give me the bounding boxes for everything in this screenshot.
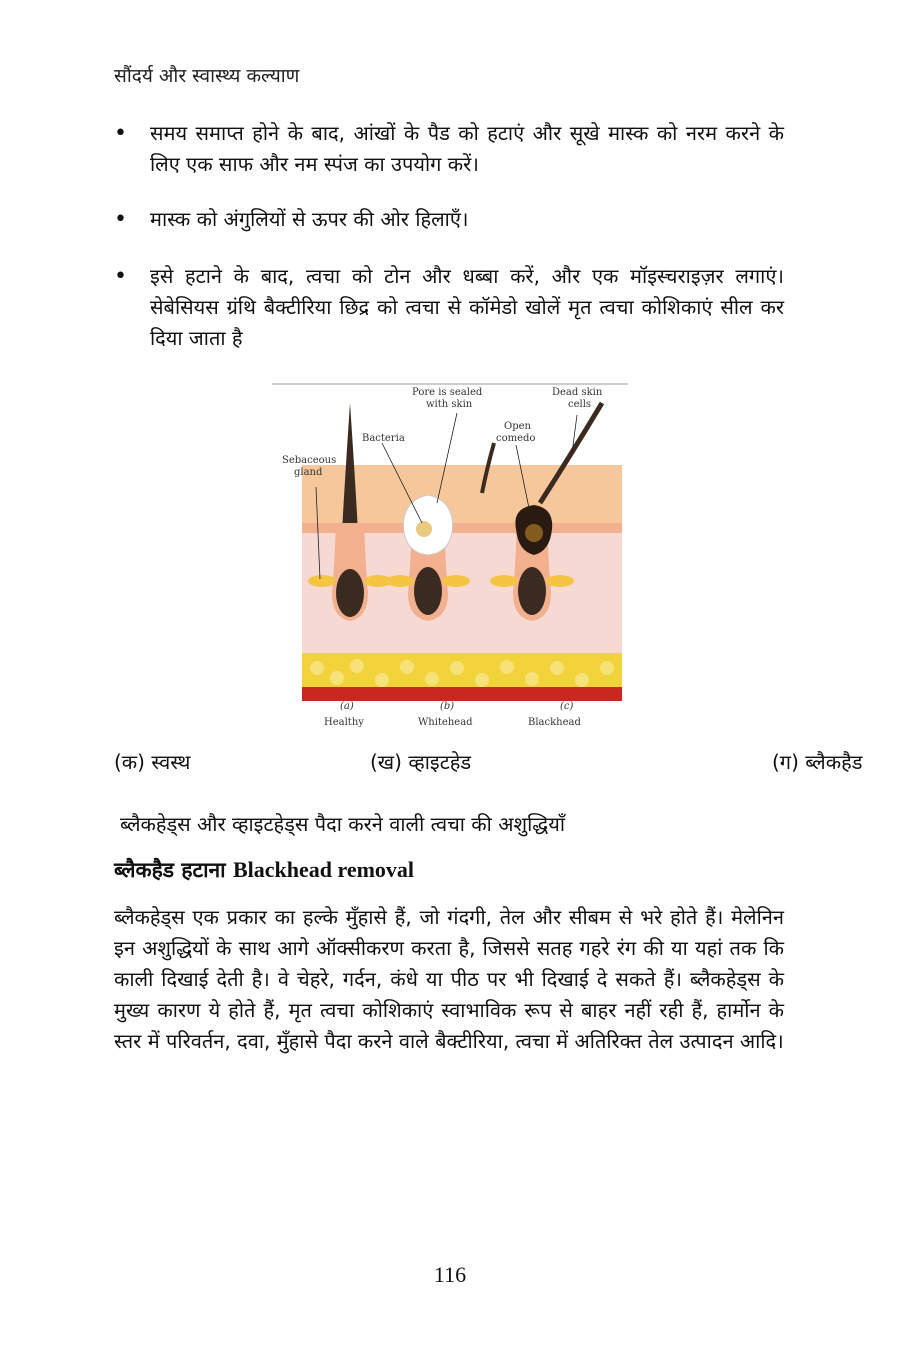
panel-name-whitehead: Whitehead (418, 717, 473, 728)
bullet-icon: • (114, 264, 127, 289)
bullet-text: इसे हटाने के बाद, त्वचा को टोन और धब्बा करें, और एक मॉइस्चराइज़र लगाएं। सेबेसियस ग्रंथि बैक्टीरिया छिद्र को त्वचा से कॉमेडो खोलें मृत त्वचा कोशिकाएं सील कर दिया जाता है (150, 264, 784, 350)
page-number: 116 (433, 1262, 467, 1287)
bullet-item (114, 204, 784, 235)
bullet-text: मास्क को अंगुलियों से ऊपर की ओर हिलाएँ। (150, 207, 469, 231)
bullet-text: समय समाप्त होने के बाद, आंखों के पैड को हटाएं और सूखे मास्क को नरम करने के लिए एक साफ और नम स्पंज का उपयोग करें। (150, 121, 784, 176)
label-cells: cells (568, 399, 592, 410)
section-heading (114, 856, 414, 884)
label-gland: gland (294, 467, 323, 478)
panel-name-blackhead: Blackhead (528, 717, 581, 728)
label-with-skin: with skin (426, 399, 473, 410)
label-bacteria: Bacteria (362, 433, 405, 444)
label-comedo: comedo (496, 433, 536, 444)
muscle-layer (302, 687, 622, 701)
label-dead-skin: Dead skin (552, 387, 603, 398)
label-pore-sealed: Pore is sealed (412, 387, 483, 398)
panel-letter-c: (c) (560, 701, 574, 712)
bullet-item (114, 118, 784, 180)
bullet-item (114, 261, 784, 354)
panel-letter-b: (b) (440, 701, 455, 712)
panel-letter-a: (a) (340, 701, 354, 712)
label-sebaceous: Sebaceous (282, 455, 337, 466)
panel-name-healthy: Healthy (324, 717, 364, 728)
bullet-icon: • (114, 207, 127, 232)
section-heading-hindi: ब्लैकहैड हटाना (114, 858, 226, 882)
bullet-icon: • (114, 121, 127, 146)
caption-blackhead: (ग) ब्लैकहैड (772, 750, 863, 774)
caption-healthy: (क) स्वस्थ (114, 750, 191, 774)
body-paragraph: ब्लैकहेड्स एक प्रकार का हल्के मुँहासे हैं, जो गंदगी, तेल और सीबम से भरे होते हैं। मेलेनिन इन अशुद्धियों के साथ आगे ऑक्सीकरण करता है, जिससे सतह गहरे रंग की या यहां तक कि काली दिखाई देती है। वे चेहरे, गर्दन, कंधे या पीठ पर भी दिखाई दे सकते हैं। ब्लैकहेड्स के मुख्य कारण ये होते हैं, मृत त्वचा कोशिकाएं स्वाभाविक रूप से बाहर नहीं रही हैं, हार्मोन के स्तर में परिवर्तन, दवा, मुँहासे पैदा करने वाले बैक्टीरिया, त्वचा में अतिरिक्त तेल उत्पादन आदि। (114, 905, 784, 1053)
caption-whitehead: (ख) व्हाइटहेड (370, 750, 472, 774)
label-open: Open (504, 421, 531, 432)
running-header: सौंदर्य और स्वास्थ्य कल्याण (114, 65, 300, 87)
figure-title: ब्लैकहेड्स और व्हाइटहेड्स पैदा करने वाली त्वचा की अशुद्धियाँ (120, 812, 566, 836)
skin-diagram (272, 383, 628, 731)
section-heading-english: Blackhead removal (232, 857, 415, 882)
skin-diagram-figure (272, 383, 628, 731)
